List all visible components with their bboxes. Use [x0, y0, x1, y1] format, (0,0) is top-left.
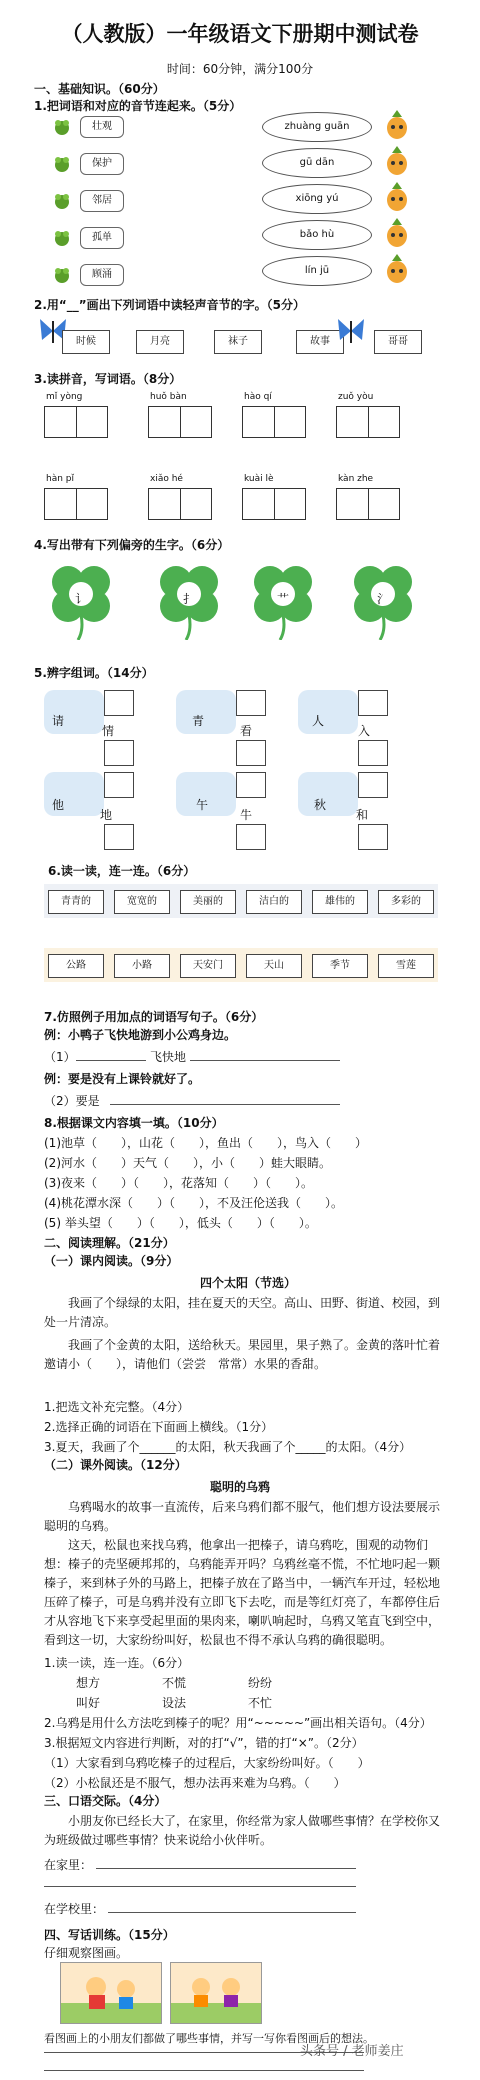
q3-writing-grid[interactable]	[148, 488, 212, 520]
q6-top-word[interactable]: 美丽的	[180, 890, 236, 914]
q5-answer-box[interactable]	[236, 824, 266, 850]
q5-char: 午	[196, 798, 209, 812]
q4-radical: 氵	[377, 592, 390, 606]
fish-icon	[298, 690, 358, 734]
q-connect-mid: 设法	[162, 1696, 187, 1710]
part3-home-label: 在家里：	[44, 1858, 93, 1872]
part3-prompt: 小朋友你已经长大了，在家里，你经常为家人做哪些事情？在学校你又为班级做过哪些事情？快来说给小伙伴听。	[44, 1814, 441, 1847]
q6-bottom-word[interactable]: 雪莲	[378, 954, 434, 978]
q7-blank1-tail: 飞快地	[150, 1050, 187, 1064]
q7-example1: 例：小鸭子飞快地游到小公鸡身边。	[44, 1028, 237, 1042]
read1-heading: （一）课内阅读。（9分）	[44, 1254, 179, 1268]
q6-top-word[interactable]: 多彩的	[378, 890, 434, 914]
q5-char: 牛	[240, 808, 253, 822]
carrot-character-icon	[384, 182, 410, 212]
q2-heading: 2.用“__”画出下列词语中读轻声音节的字。（5分）	[34, 298, 306, 312]
read2-heading: （二）课外阅读。（12分）	[44, 1458, 187, 1472]
q3-writing-grid[interactable]	[44, 488, 108, 520]
q2-word[interactable]: 故事	[296, 330, 344, 354]
part3-school-label: 在学校里：	[44, 1902, 105, 1916]
read2-judge: （2）小松鼠还是不服气，想办法再来难为乌鸦。（ ）	[44, 1776, 346, 1790]
q2-word[interactable]: 袜子	[214, 330, 262, 354]
q8-line: (3)夜来（ ）（ ），花落知（ ）（ ）。	[44, 1176, 314, 1190]
q3-pinyin: hàn pǐ	[46, 474, 74, 484]
q3-writing-grid[interactable]	[336, 488, 400, 520]
q5-char: 和	[356, 808, 369, 822]
part2-heading: 二、阅读理解。（21分）	[44, 1236, 175, 1250]
q7-heading: 7.仿照例子用加点的词语写句子。（6分）	[44, 1010, 264, 1024]
q-connect-left: 叫好	[76, 1696, 101, 1710]
q6-bottom-word[interactable]: 天山	[246, 954, 302, 978]
read2-paragraph: 乌鸦喝水的故事一直流传，后来乌鸦们都不服气，他们想方设法要展示聪明的乌鸦。	[44, 1500, 441, 1533]
q6-bottom-word[interactable]: 公路	[48, 954, 104, 978]
q6-top-word[interactable]: 青青的	[48, 890, 104, 914]
q3-writing-grid[interactable]	[242, 488, 306, 520]
q4-radical: 艹	[277, 592, 290, 606]
q7-blank1-label: （1）	[44, 1050, 76, 1064]
q1-pinyin[interactable]: bǎo hù	[262, 220, 372, 250]
q5-char: 入	[358, 724, 371, 738]
q3-pinyin: kàn zhe	[338, 474, 374, 484]
carrot-character-icon	[384, 146, 410, 176]
butterfly-icon	[336, 316, 366, 346]
q1-word[interactable]: 壮观	[80, 116, 124, 138]
q1-word[interactable]: 邻居	[80, 190, 124, 212]
read1-title: 四个太阳（节选）	[200, 1276, 297, 1290]
q3-writing-grid[interactable]	[44, 406, 108, 438]
q2-word[interactable]: 哥哥	[374, 330, 422, 354]
q5-answer-box[interactable]	[104, 740, 134, 766]
q3-pinyin: huǒ bàn	[150, 392, 187, 402]
q3-heading: 3.读拼音，写词语。（8分）	[34, 372, 182, 386]
q5-answer-box[interactable]	[358, 824, 388, 850]
illustration-2	[170, 1962, 262, 2024]
answer-line[interactable]	[96, 1868, 356, 1869]
q1-heading: 1.把词语和对应的音节连起来。（5分）	[34, 99, 242, 113]
q3-pinyin: kuài lè	[244, 474, 274, 484]
q5-char: 他	[52, 798, 65, 812]
read2-question: 2.乌鸦是用什么方法吃到榛子的呢？用“~~~~~”画出相关语句。（4分）	[44, 1716, 432, 1730]
q6-top-word[interactable]: 雄伟的	[312, 890, 368, 914]
q1-word[interactable]: 孤单	[80, 227, 124, 249]
read2-title: 聪明的乌鸦	[210, 1480, 271, 1494]
watermark: 头条号 / 老师姜庄	[300, 2044, 404, 2059]
q3-pinyin: hào qí	[244, 392, 272, 402]
part3-heading: 三、口语交际。（4分）	[44, 1794, 167, 1808]
q1-pinyin[interactable]: zhuàng guān	[262, 112, 372, 142]
q5-char: 地	[100, 808, 113, 822]
q7-blank2-label: （2）要是	[44, 1094, 100, 1108]
q-connect-right: 不忙	[248, 1696, 273, 1710]
q6-bottom-word[interactable]: 季节	[312, 954, 368, 978]
q8-line: (2)河水（ ）天气（ ），小（ ）蛙大眼睛。	[44, 1156, 332, 1170]
q7-blank-line[interactable]	[76, 1060, 146, 1061]
part4-prompt: 看图画上的小朋友们都做了哪些事情，并写一写你看图画后的想法。	[44, 2032, 374, 2045]
frog-icon	[52, 229, 72, 247]
q3-pinyin: xiǎo hé	[150, 474, 183, 484]
carrot-character-icon	[384, 110, 410, 140]
fish-icon	[298, 772, 358, 816]
fish-icon	[176, 690, 236, 734]
q3-writing-grid[interactable]	[336, 406, 400, 438]
q5-answer-box[interactable]	[358, 690, 388, 716]
part4-sub: 仔细观察图画。	[44, 1946, 129, 1960]
q2-section	[38, 316, 442, 360]
read2-paragraph: 这天，松鼠也来找乌鸦，他拿出一把榛子，请乌鸦吃，围观的动物们想：榛子的壳坚硬邦邦的，乌鸦能弄开吗？乌鸦丝毫不慌，不忙地叼起一颗榛子，来到林子外的马路上，把榛子放在了路当中，一辆汽车开过，轻松地压碎了榛子，可是乌鸦并没有立即飞下去吃，而是等红灯亮了，车都停住后才从容地飞下来享受起里面的果肉来，喇叭响起时，乌鸦又笔直飞到空中，看到这一切，大家纷纷叫好，松鼠也不得不承认乌鸦的确很聪明。	[44, 1538, 441, 1647]
carrot-character-icon	[384, 218, 410, 248]
read2-question: 3.根据短文内容进行判断，对的打“√”，错的打“×”。（2分）	[44, 1736, 364, 1750]
q4-radical: 讠	[75, 592, 88, 606]
q5-answer-box[interactable]	[104, 824, 134, 850]
q7-blank-line[interactable]	[190, 1060, 340, 1061]
q5-char: 青	[192, 714, 205, 728]
answer-line[interactable]	[44, 2070, 364, 2071]
illustration-1	[60, 1962, 162, 2024]
q8-line: (5) 举头望（ ）（ ），低头（ ）（ ）。	[44, 1216, 317, 1230]
q5-answer-box[interactable]	[236, 690, 266, 716]
q5-char: 看	[240, 724, 253, 738]
frog-icon	[52, 118, 72, 136]
read2-judge: （1）大家看到乌鸦吃榛子的过程后，大家纷纷叫好。（ ）	[44, 1756, 370, 1770]
q3-writing-grid[interactable]	[242, 406, 306, 438]
answer-line[interactable]	[108, 1912, 356, 1913]
answer-line[interactable]	[44, 1886, 356, 1887]
q3-pinyin: zuǒ yòu	[338, 392, 374, 402]
read1-question: 3.夏天，我画了个______的太阳，秋天我画了个_____的太阳。（4分）	[44, 1440, 412, 1454]
q6-heading: 6.读一读，连一连。（6分）	[48, 864, 196, 878]
q5-heading: 5.辨字组词。（14分）	[34, 666, 154, 680]
frog-icon	[52, 192, 72, 210]
read1-question: 2.选择正确的词语在下面画上横线。（1分）	[44, 1420, 274, 1434]
part4-heading: 四、写话训练。（15分）	[44, 1928, 175, 1942]
q3-pinyin: mǐ yòng	[46, 392, 83, 402]
exam-info: 时间：60分钟，满分100分	[166, 62, 314, 76]
read2-question: 1.读一读，连一连。（6分）	[44, 1656, 190, 1670]
read1-paragraph: 我画了个金黄的太阳，送给秋天。果园里，果子熟了。金黄的落叶忙着邀请小（ ），请他们（尝尝 常常）水果的香甜。	[44, 1338, 441, 1371]
q2-word[interactable]: 时候	[62, 330, 110, 354]
q1-pinyin[interactable]: gū dān	[262, 148, 372, 178]
q1-pinyin[interactable]: xiōng yú	[262, 184, 372, 214]
q7-example2: 例：要是没有上课铃就好了。	[44, 1072, 201, 1086]
q6-top-word[interactable]: 洁白的	[246, 890, 302, 914]
read1-paragraph: 我画了个绿绿的太阳，挂在夏天的天空。高山、田野、街道、校园，到处一片清凉。	[44, 1296, 441, 1329]
q3-writing-grid[interactable]	[148, 406, 212, 438]
q8-line: (1)池草（ ），山花（ ），鱼出（ ），鸟入（ ）	[44, 1136, 368, 1150]
q1-pinyin[interactable]: lín jū	[262, 256, 372, 286]
q8-line: (4)桃花潭水深（ ）（ ），不及汪伦送我（ ）。	[44, 1196, 344, 1210]
q5-char: 秋	[314, 798, 327, 812]
part1-heading: 一、基础知识。（60分）	[34, 82, 165, 96]
q6-bottom-word[interactable]: 小路	[114, 954, 170, 978]
q6-bottom-word[interactable]: 天安门	[180, 954, 236, 978]
q4-radical: 扌	[183, 592, 196, 606]
q5-char: 人	[312, 714, 325, 728]
frog-icon	[52, 155, 72, 173]
q-connect-right: 纷纷	[248, 1676, 273, 1690]
q5-answer-box[interactable]	[104, 690, 134, 716]
q-connect-left: 想方	[76, 1676, 101, 1690]
q1-word[interactable]: 顾涌	[80, 264, 124, 286]
q5-answer-box[interactable]	[358, 740, 388, 766]
q7-blank-line[interactable]	[110, 1104, 340, 1105]
q-connect-mid: 不慌	[162, 1676, 187, 1690]
q4-heading: 4.写出带有下列偏旁的生字。（6分）	[34, 538, 230, 552]
q1-word[interactable]: 保护	[80, 153, 124, 175]
q5-answer-box[interactable]	[104, 772, 134, 798]
q5-char: 请	[52, 714, 65, 728]
q8-heading: 8.根据课文内容填一填。（10分）	[44, 1116, 224, 1130]
q5-answer-box[interactable]	[358, 772, 388, 798]
q6-top-word[interactable]: 宽宽的	[114, 890, 170, 914]
q2-word[interactable]: 月亮	[136, 330, 184, 354]
carrot-character-icon	[384, 254, 410, 284]
read1-question: 1.把选文补充完整。（4分）	[44, 1400, 190, 1414]
q5-answer-box[interactable]	[236, 740, 266, 766]
q5-answer-box[interactable]	[236, 772, 266, 798]
frog-icon	[52, 266, 72, 284]
q5-char: 情	[102, 724, 115, 738]
page-title: （人教版）一年级语文下册期中测试卷	[61, 22, 419, 46]
